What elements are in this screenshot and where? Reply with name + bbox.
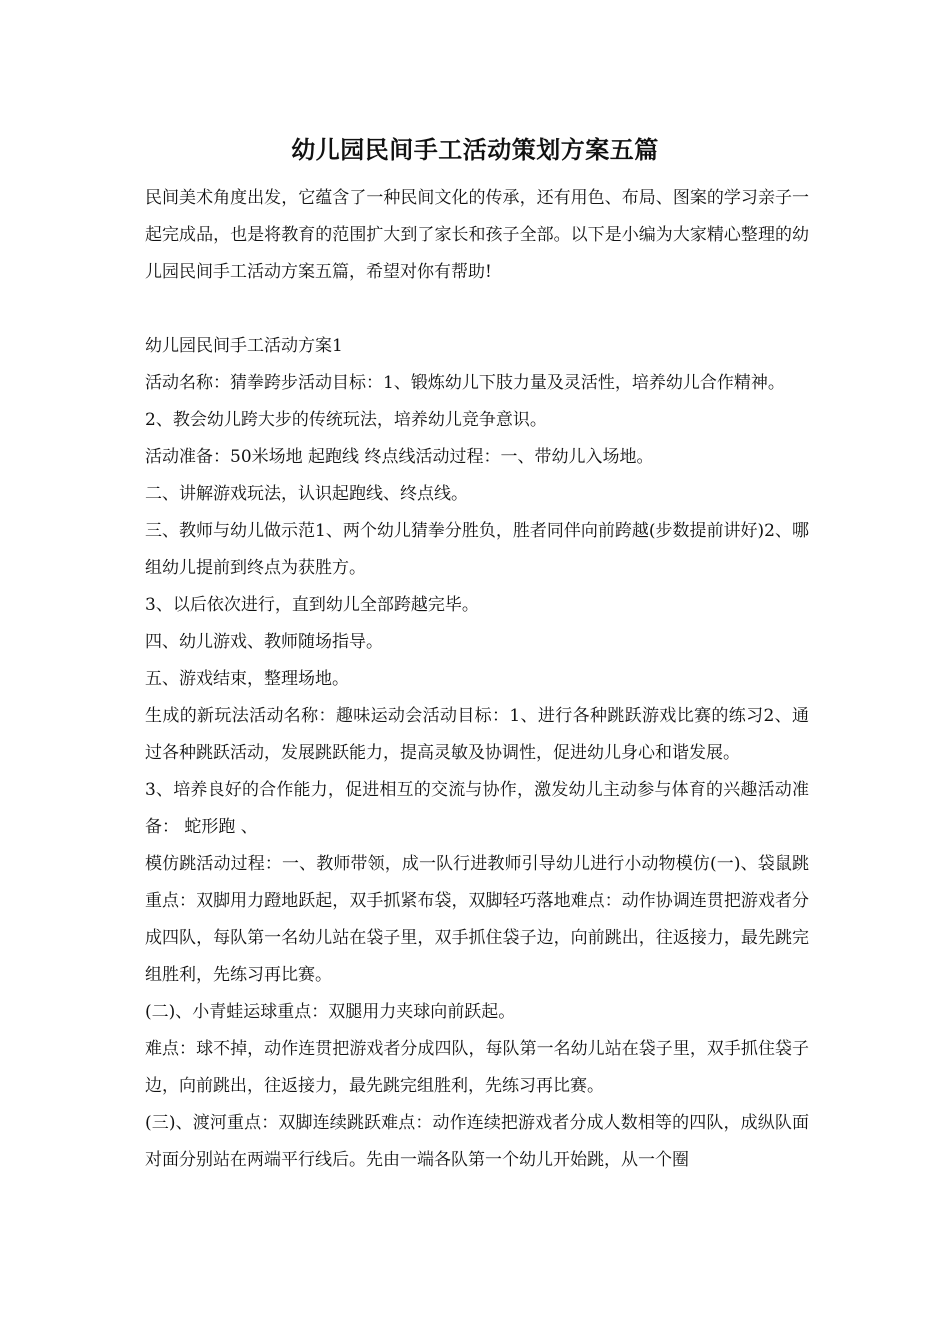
blank-line xyxy=(145,291,809,328)
body-paragraph: 3、以后依次进行，直到幼儿全部跨越完毕。 xyxy=(145,595,479,615)
section-heading: 幼儿园民间手工活动方案1 xyxy=(145,336,343,356)
body-paragraph: 二、讲解游戏玩法，认识起跑线、终点线。 xyxy=(145,484,468,504)
body-paragraph: 五、游戏结束，整理场地。 xyxy=(145,669,349,689)
body-paragraph: 3、培养良好的合作能力，促进相互的交流与协作，激发幼儿主动参与体育的兴趣活动准备： 蛇形跑 、 xyxy=(145,780,809,837)
document-body xyxy=(145,180,809,1179)
body-paragraph: 模仿跳活动过程：一、教师带领，成一队行进教师引导幼儿进行小动物模仿(一)、袋鼠跳重点：双脚用力蹬地跃起，双手抓紧布袋，双脚轻巧落地难点：动作协调连贯把游戏者分成四队，每队第一名幼儿站在袋子里，双手抓住袋子边，向前跳出，往返接力，最先跳完组胜利，先练习再比赛。 xyxy=(145,854,809,985)
body-paragraph: (二)、小青蛙运球重点：双腿用力夹球向前跃起。 xyxy=(145,1002,516,1022)
body-paragraph: 三、教师与幼儿做示范1、两个幼儿猜拳分胜负，胜者同伴向前跨越(步数提前讲好)2、哪组幼儿提前到终点为获胜方。 xyxy=(145,521,809,578)
body-paragraph: 四、幼儿游戏、教师随场指导。 xyxy=(145,632,383,652)
body-paragraph: (三)、渡河重点：双脚连续跳跃难点：动作连续把游戏者分成人数相等的四队，成纵队面对面分别站在两端平行线后。先由一端各队第一个幼儿开始跳，从一个圈 xyxy=(145,1113,809,1170)
body-paragraph: 生成的新玩法活动名称：趣味运动会活动目标：1、进行各种跳跃游戏比赛的练习2、通过各种跳跃活动，发展跳跃能力，提高灵敏及协调性，促进幼儿身心和谐发展。 xyxy=(145,706,809,763)
body-paragraph: 活动名称：猜拳跨步活动目标：1、锻炼幼儿下肢力量及灵活性，培养幼儿合作精神。 xyxy=(145,373,785,393)
document-title: 幼儿园民间手工活动策划方案五篇 xyxy=(291,135,659,164)
intro-paragraph: 民间美术角度出发，它蕴含了一种民间文化的传承，还有用色、布局、图案的学习亲子一起完成品，也是将教育的范围扩大到了家长和孩子全部。以下是小编为大家精心整理的幼儿园民间手工活动方案五篇，希望对你有帮助! xyxy=(145,188,809,282)
body-paragraph: 难点：球不掉，动作连贯把游戏者分成四队，每队第一名幼儿站在袋子里，双手抓住袋子边，向前跳出，往返接力，最先跳完组胜利，先练习再比赛。 xyxy=(145,1039,809,1096)
body-paragraph: 活动准备：50米场地 起跑线 终点线活动过程：一、带幼儿入场地。 xyxy=(145,447,654,467)
body-paragraph: 2、教会幼儿跨大步的传统玩法，培养幼儿竞争意识。 xyxy=(145,410,547,430)
